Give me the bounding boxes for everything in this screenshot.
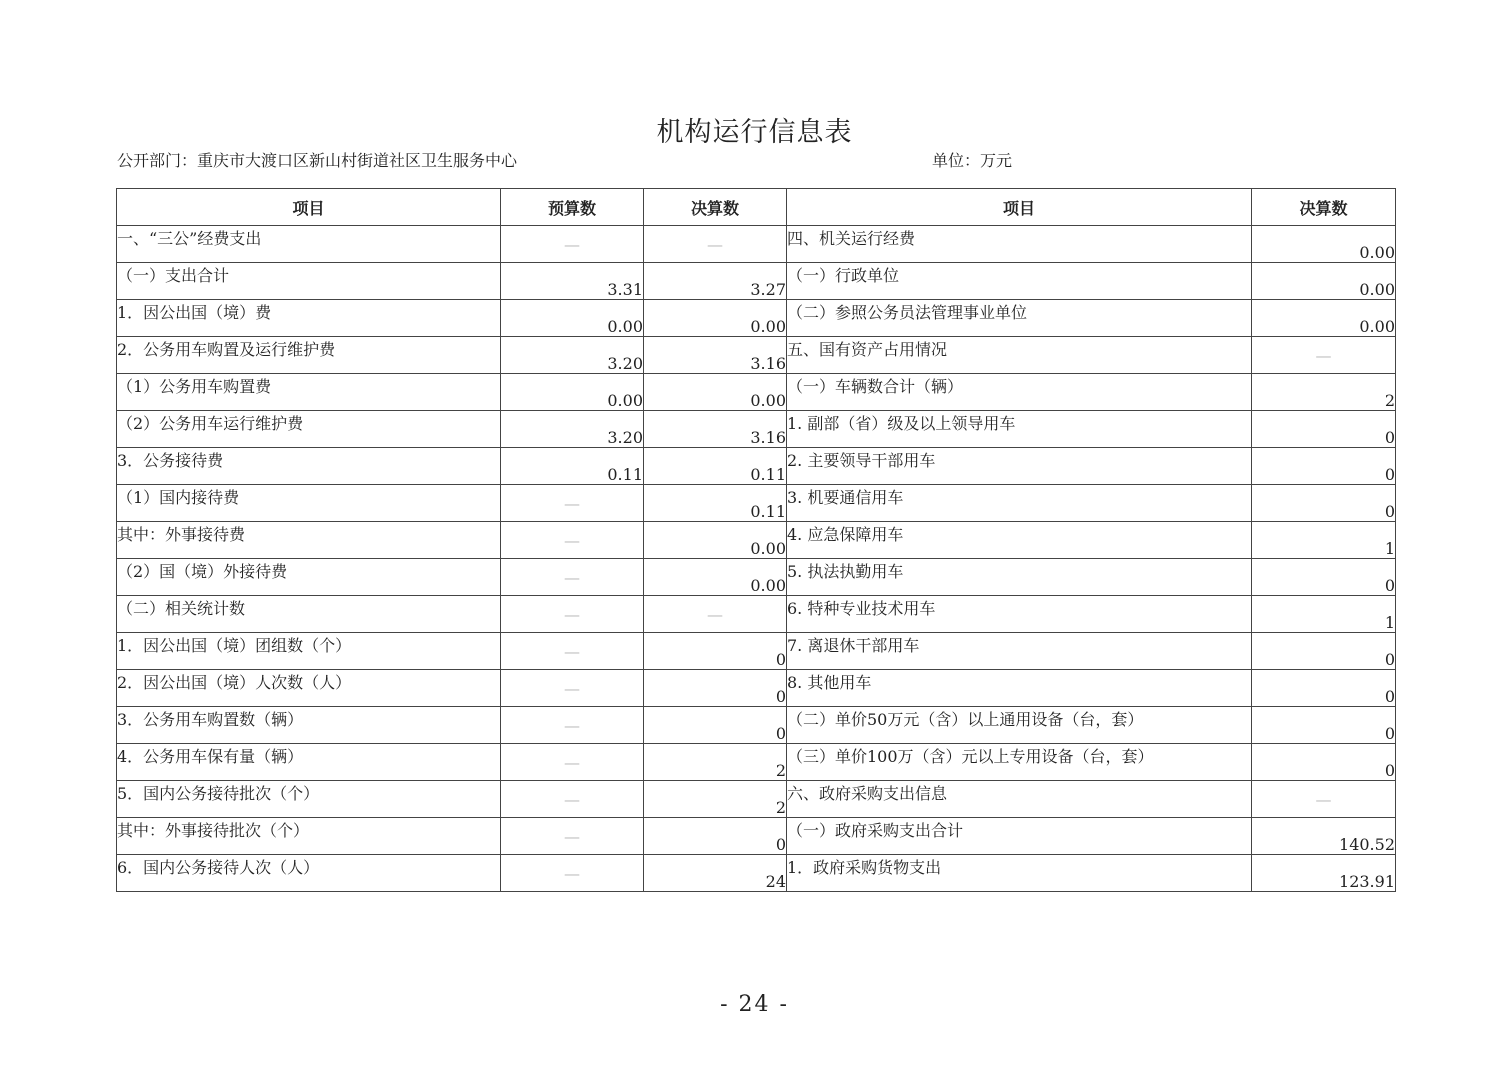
table-row	[117, 374, 1396, 411]
right-final-cell: 0	[1252, 744, 1396, 781]
right-item: 6. 特种专业技术用车	[787, 596, 1252, 633]
left-item: 2．公务用车购置及运行维护费	[117, 337, 501, 374]
table-row	[117, 855, 1396, 892]
left-item: 一、“三公”经费支出	[117, 226, 501, 263]
budget-cell: —	[501, 596, 644, 633]
left-item: 3．公务用车购置数（辆）	[117, 707, 501, 744]
right-item: （三）单价100万（含）元以上专用设备（台，套）	[787, 744, 1252, 781]
right-final-cell: 0.00	[1252, 300, 1396, 337]
table-row	[117, 744, 1396, 781]
left-item: （二）相关统计数	[117, 596, 501, 633]
final-cell: 0.00	[644, 559, 787, 596]
right-final-cell: 0.00	[1252, 226, 1396, 263]
right-final-cell: 1	[1252, 522, 1396, 559]
budget-cell: —	[501, 781, 644, 818]
table-row	[117, 670, 1396, 707]
table-row	[117, 707, 1396, 744]
table-row	[117, 337, 1396, 374]
right-final-cell: 1	[1252, 596, 1396, 633]
table-row	[117, 633, 1396, 670]
right-item: （二）单价50万元（含）以上通用设备（台，套）	[787, 707, 1252, 744]
budget-cell: —	[501, 707, 644, 744]
budget-cell: —	[501, 633, 644, 670]
budget-cell: 0.00	[501, 300, 644, 337]
left-item: 2．因公出国（境）人次数（人）	[117, 670, 501, 707]
table-header-row	[117, 189, 1396, 226]
right-item: （一）车辆数合计（辆）	[787, 374, 1252, 411]
right-item: 六、政府采购支出信息	[787, 781, 1252, 818]
budget-cell: —	[501, 818, 644, 855]
right-final-cell: 0	[1252, 448, 1396, 485]
right-item: 7. 离退休干部用车	[787, 633, 1252, 670]
left-item: （2）国（境）外接待费	[117, 559, 501, 596]
table-row	[117, 263, 1396, 300]
table-row	[117, 300, 1396, 337]
right-final-cell: 2	[1252, 374, 1396, 411]
right-item: 4. 应急保障用车	[787, 522, 1252, 559]
left-item: 1．因公出国（境）团组数（个）	[117, 633, 501, 670]
right-item: 8. 其他用车	[787, 670, 1252, 707]
final-cell: 2	[644, 744, 787, 781]
final-cell: 2	[644, 781, 787, 818]
budget-cell: —	[501, 855, 644, 892]
header-left-item: 项目	[117, 189, 501, 226]
table-row	[117, 522, 1396, 559]
table-row	[117, 411, 1396, 448]
right-final-cell: 140.52	[1252, 818, 1396, 855]
right-final-cell: 0.00	[1252, 263, 1396, 300]
budget-cell: —	[501, 670, 644, 707]
left-item: 其中：外事接待费	[117, 522, 501, 559]
unit-label: 单位：万元	[932, 151, 1013, 170]
budget-cell: 0.11	[501, 448, 644, 485]
right-item: 3. 机要通信用车	[787, 485, 1252, 522]
right-final-cell: 0	[1252, 670, 1396, 707]
budget-cell: 3.20	[501, 337, 644, 374]
header-right-final: 决算数	[1252, 189, 1396, 226]
final-cell: 0.00	[644, 374, 787, 411]
right-item: 1．政府采购货物支出	[787, 855, 1252, 892]
table-row	[117, 781, 1396, 818]
budget-cell: —	[501, 226, 644, 263]
department-label: 公开部门：重庆市大渡口区新山村街道社区卫生服务中心	[117, 151, 518, 170]
final-cell: 0	[644, 707, 787, 744]
right-final-cell: 0	[1252, 559, 1396, 596]
final-cell: —	[644, 226, 787, 263]
right-item: （二）参照公务员法管理事业单位	[787, 300, 1252, 337]
left-item: （一）支出合计	[117, 263, 501, 300]
left-item: （1）公务用车购置费	[117, 374, 501, 411]
right-final-cell: 0	[1252, 707, 1396, 744]
right-item: （一）行政单位	[787, 263, 1252, 300]
final-cell: 0	[644, 670, 787, 707]
budget-cell: 3.31	[501, 263, 644, 300]
left-item: 1．因公出国（境）费	[117, 300, 501, 337]
final-cell: 0	[644, 633, 787, 670]
right-item: 2. 主要领导干部用车	[787, 448, 1252, 485]
left-item: 3．公务接待费	[117, 448, 501, 485]
header-right-item: 项目	[787, 189, 1252, 226]
final-cell: 0	[644, 818, 787, 855]
budget-cell: —	[501, 485, 644, 522]
budget-cell: 0.00	[501, 374, 644, 411]
final-cell: 0.00	[644, 300, 787, 337]
left-item: （2）公务用车运行维护费	[117, 411, 501, 448]
right-final-cell: 0	[1252, 411, 1396, 448]
table-title: 机构运行信息表	[656, 117, 853, 148]
final-cell: —	[644, 596, 787, 633]
table-row	[117, 485, 1396, 522]
right-item: 四、机关运行经费	[787, 226, 1252, 263]
left-item: 4．公务用车保有量（辆）	[117, 744, 501, 781]
table-row	[117, 818, 1396, 855]
final-cell: 24	[644, 855, 787, 892]
budget-cell: —	[501, 559, 644, 596]
final-cell: 0.11	[644, 448, 787, 485]
right-final-cell: 0	[1252, 633, 1396, 670]
right-final-cell: 0	[1252, 485, 1396, 522]
right-final-cell: 123.91	[1252, 855, 1396, 892]
table-row	[117, 226, 1396, 263]
left-item: （1）国内接待费	[117, 485, 501, 522]
left-item: 5．国内公务接待批次（个）	[117, 781, 501, 818]
final-cell: 3.27	[644, 263, 787, 300]
left-item: 其中：外事接待批次（个）	[117, 818, 501, 855]
right-item: 1. 副部（省）级及以上领导用车	[787, 411, 1252, 448]
table-row	[117, 559, 1396, 596]
budget-cell: —	[501, 744, 644, 781]
left-item: 6．国内公务接待人次（人）	[117, 855, 501, 892]
final-cell: 3.16	[644, 411, 787, 448]
table-row	[117, 448, 1396, 485]
final-cell: 3.16	[644, 337, 787, 374]
table-row	[117, 596, 1396, 633]
header-budget: 预算数	[501, 189, 644, 226]
right-final-cell: —	[1252, 781, 1396, 818]
right-item: 5. 执法执勤用车	[787, 559, 1252, 596]
header-final: 决算数	[644, 189, 787, 226]
budget-cell: —	[501, 522, 644, 559]
final-cell: 0.00	[644, 522, 787, 559]
right-final-cell: —	[1252, 337, 1396, 374]
right-item: （一）政府采购支出合计	[787, 818, 1252, 855]
budget-cell: 3.20	[501, 411, 644, 448]
operation-info-table	[116, 188, 1396, 892]
final-cell: 0.11	[644, 485, 787, 522]
right-item: 五、国有资产占用情况	[787, 337, 1252, 374]
page-number: - 24 -	[720, 992, 789, 1017]
